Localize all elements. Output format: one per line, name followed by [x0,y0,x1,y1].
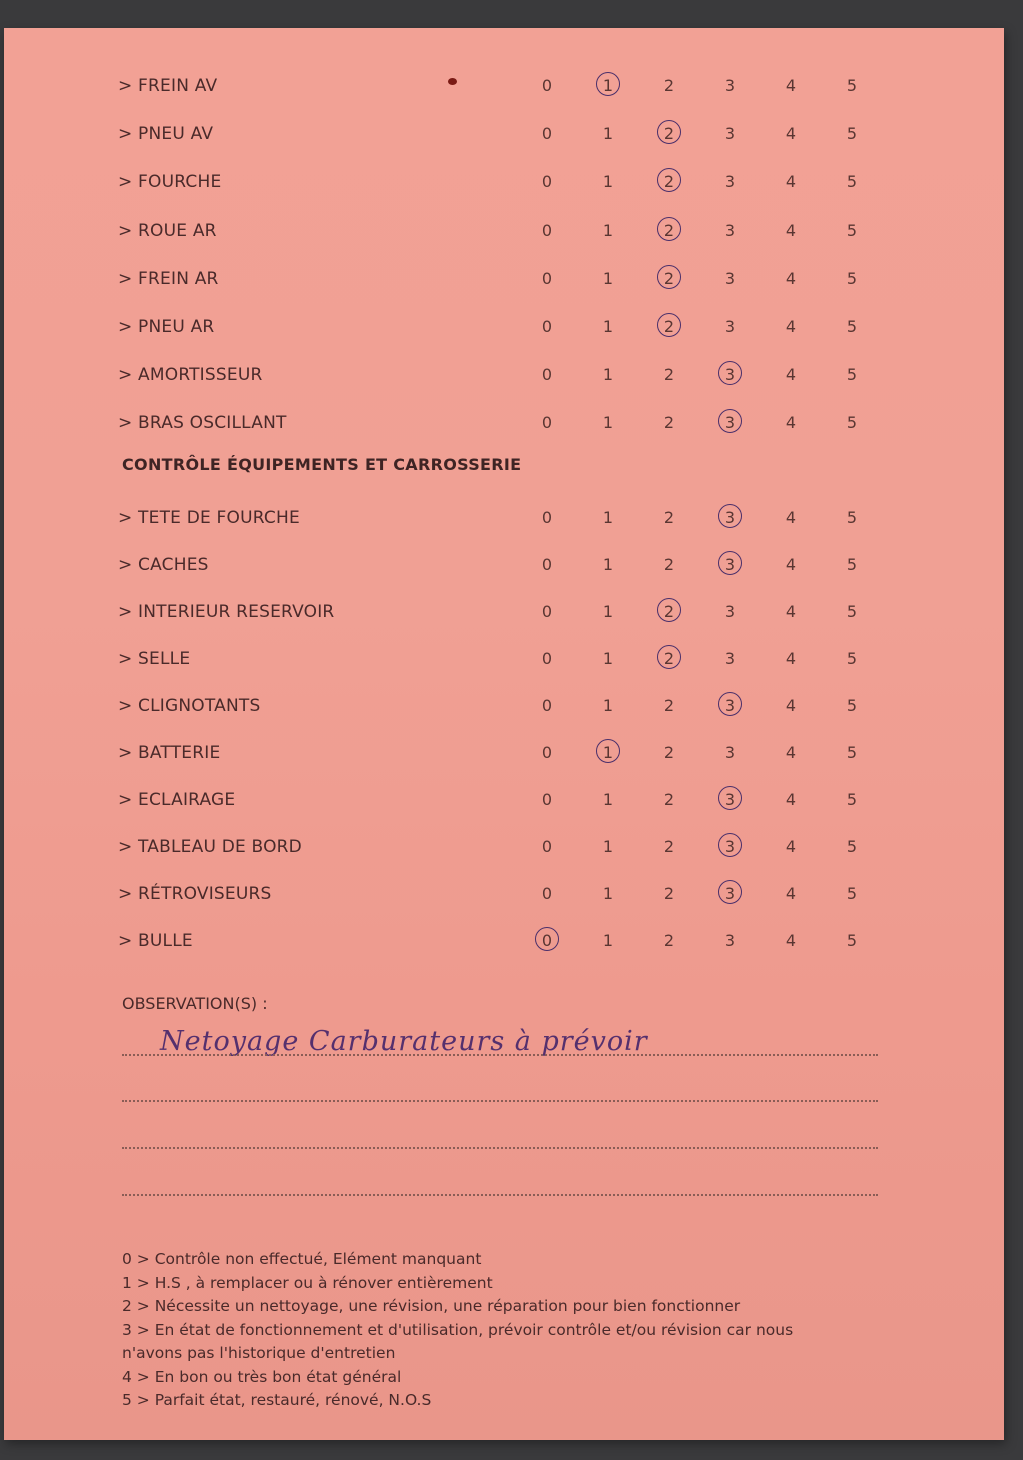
score-option: 3 [724,268,736,288]
score-option: 2 [663,931,675,950]
checklist-row [4,592,1004,632]
checklist-row [4,498,1004,538]
score-option: 0 [541,124,553,144]
score-option: 4 [785,931,797,950]
score-option: 5 [846,602,858,621]
checklist-row [4,827,1004,867]
score-option: 1 [602,837,614,856]
score-option: 1 [602,124,614,144]
score-circled: 1 [593,76,623,95]
checklist-row [4,921,1004,961]
checklist-item-label: > BULLE [118,931,193,951]
checklist-item-label: > CACHES [118,555,209,575]
checklist-item-label: > AMORTISSEUR [118,365,263,386]
checklist-row [4,307,1004,347]
score-option: 3 [724,76,736,95]
checklist-row [4,545,1004,585]
score-option: 3 [724,743,736,762]
checklist-item-label: > RÉTROVISEURS [118,884,272,904]
score-option: 2 [663,365,675,385]
score-option: 4 [785,413,797,433]
score-option: 5 [846,931,858,950]
score-option: 2 [663,696,675,715]
checklist-row [4,66,1004,106]
legend-item: 3 > En état de fonctionnement et d'utilisation, prévoir contrôle et/ou révision car nous [122,1320,794,1339]
score-option: 5 [846,649,858,668]
legend-item: 5 > Parfait état, restauré, rénové, N.O.S [122,1391,432,1409]
checklist-item-label: > FREIN AR [118,268,219,289]
score-option: 0 [541,837,553,856]
score-option: 3 [724,172,736,192]
score-option: 0 [541,172,553,192]
score-option: 4 [785,696,797,715]
checklist-item-label: > TETE DE FOURCHE [118,508,300,528]
score-option: 1 [602,555,614,574]
score-circled: 2 [654,221,684,240]
score-option: 2 [663,413,675,433]
score-option: 1 [602,649,614,668]
score-circled: 2 [654,602,684,621]
rating-legend [122,1248,882,1413]
score-option: 0 [541,268,553,288]
score-option: 5 [846,413,858,433]
score-option: 1 [602,365,614,385]
checklist-item-label: > TABLEAU DE BORD [118,837,302,857]
score-option: 0 [541,696,553,715]
checklist-item-label: > BATTERIE [118,743,221,763]
checklist-row [4,639,1004,679]
score-circled: 2 [654,172,684,191]
score-circled: 3 [715,555,745,574]
score-option: 2 [663,508,675,527]
legend-item: 0 > Contrôle non effectué, Elément manquant [122,1250,482,1268]
score-circled: 2 [654,124,684,143]
score-option: 5 [846,76,858,95]
score-option: 1 [602,268,614,288]
legend-item: 2 > Nécessite un nettoyage, une révision, une réparation pour bien fonctionner [122,1297,741,1315]
score-option: 4 [785,837,797,856]
checklist-row [4,162,1004,202]
checklist-row [4,355,1004,395]
score-option: 4 [785,268,797,288]
score-option: 1 [602,220,614,240]
score-circled: 3 [715,696,745,715]
checklist-item-label: > FOURCHE [118,172,222,193]
score-option: 2 [663,76,675,95]
score-option: 1 [602,884,614,903]
checklist-row [4,733,1004,773]
inspection-sheet [4,28,1004,1440]
legend-item: 1 > H.S , à remplacer ou à rénover entièrement [122,1273,493,1292]
score-option: 4 [785,790,797,809]
checklist-item-label: > BRAS OSCILLANT [118,413,287,434]
score-option: 4 [785,172,797,192]
score-option: 2 [663,555,675,574]
checklist-row [4,874,1004,914]
score-option: 4 [785,602,797,621]
score-option: 5 [846,884,858,903]
score-option: 1 [602,317,614,336]
score-circled: 3 [715,790,745,809]
score-option: 4 [785,884,797,903]
score-option: 4 [785,76,797,95]
score-option: 3 [724,124,736,144]
score-circled: 3 [715,413,745,432]
score-option: 5 [846,508,858,527]
observation-line [122,1147,878,1149]
score-option: 0 [541,508,553,527]
score-circled: 0 [532,931,562,950]
score-option: 3 [724,317,736,336]
checklist-row [4,686,1004,726]
section-title: CONTRÔLE ÉQUIPEMENTS ET CARROSSERIE [122,455,522,474]
score-option: 5 [846,790,858,809]
score-option: 1 [602,696,614,715]
score-option: 5 [846,172,858,192]
legend-item: 4 > En bon ou très bon état général [122,1367,402,1386]
score-option: 4 [785,124,797,144]
score-option: 0 [541,413,553,433]
score-option: 5 [846,743,858,762]
score-option: 5 [846,317,858,336]
score-circled: 2 [654,649,684,668]
score-option: 3 [724,220,736,240]
checklist-row [4,780,1004,820]
observation-line [122,1194,878,1196]
score-circled: 3 [715,884,745,903]
score-option: 5 [846,124,858,144]
score-option: 3 [724,931,736,950]
score-option: 2 [663,743,675,762]
score-option: 4 [785,555,797,574]
score-option: 4 [785,317,797,336]
observation-line [122,1054,878,1056]
score-option: 0 [541,602,553,621]
checklist-row [4,211,1004,251]
score-circled: 3 [715,837,745,856]
checklist-item-label: > FREIN AV [118,76,218,96]
checklist-item-label: > SELLE [118,649,191,669]
score-option: 4 [785,508,797,527]
score-option: 3 [724,602,736,621]
score-option: 0 [541,317,553,336]
checklist-row [4,114,1004,154]
score-option: 0 [541,220,553,240]
score-circled: 2 [654,269,684,288]
checklist-item-label: > PNEU AV [118,124,214,145]
score-option: 1 [602,508,614,527]
score-option: 1 [602,172,614,192]
score-option: 1 [602,413,614,433]
legend-item: n'avons pas l'historique d'entretien [122,1344,396,1362]
score-option: 0 [541,743,553,762]
score-option: 0 [541,884,553,903]
score-option: 0 [541,76,553,95]
score-option: 1 [602,602,614,621]
checklist-row [4,403,1004,443]
score-option: 3 [724,649,736,668]
score-option: 5 [846,220,858,240]
checklist-item-label: > ROUE AR [118,220,217,241]
score-option: 1 [602,790,614,809]
score-option: 5 [846,365,858,385]
score-option: 4 [785,743,797,762]
score-circled: 3 [715,365,745,384]
observation-line [122,1100,878,1102]
score-circled: 3 [715,508,745,527]
observations-title: OBSERVATION(S) : [122,994,268,1013]
score-circled: 2 [654,317,684,336]
checklist-item-label: > INTERIEUR RESERVOIR [118,602,335,622]
handwritten-observation: Netoyage Carburateurs à prévoir [160,1026,648,1057]
score-option: 5 [846,555,858,574]
score-option: 4 [785,365,797,385]
score-option: 5 [846,696,858,715]
score-option: 4 [785,649,797,668]
score-option: 2 [663,837,675,856]
score-option: 4 [785,220,797,240]
score-option: 0 [541,790,553,809]
checklist-row [4,259,1004,299]
score-option: 2 [663,884,675,903]
score-option: 0 [541,649,553,668]
checklist-item-label: > CLIGNOTANTS [118,696,261,716]
score-option: 5 [846,837,858,856]
score-option: 0 [541,555,553,574]
score-option: 2 [663,790,675,809]
score-circled: 1 [593,743,623,762]
checklist-item-label: > ECLAIRAGE [118,790,236,810]
checklist-item-label: > PNEU AR [118,317,215,337]
score-option: 0 [541,365,553,385]
score-option: 1 [602,931,614,950]
score-option: 5 [846,268,858,288]
